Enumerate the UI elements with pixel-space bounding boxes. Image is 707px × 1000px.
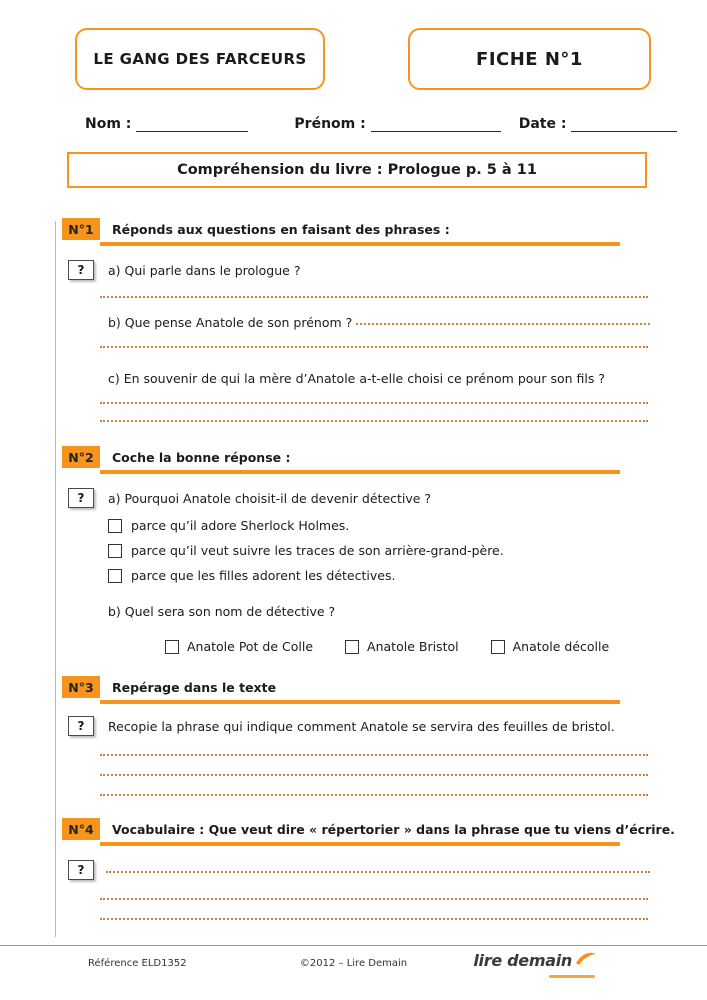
answer-line[interactable] [100,736,648,756]
section-3-header [62,676,650,698]
section-3-badge: N°3 [62,676,100,698]
option-label: parce qu’il adore Sherlock Holmes. [131,518,350,533]
section-2-badge: N°2 [62,446,100,468]
fiche-number-box [408,28,651,90]
header [0,0,707,90]
option-label: Anatole Pot de Colle [187,639,314,654]
section-3-underline [100,700,620,704]
option-pot-de-colle[interactable] [165,639,313,654]
answer-line[interactable] [100,386,648,404]
prenom-label: Prénom : [294,116,366,132]
section-2-title: Coche la bonne réponse : [112,449,291,465]
checkbox[interactable] [108,569,122,583]
publisher-logo-text: lire demain [473,951,572,970]
fiche-number: FICHE N°1 [476,48,583,70]
answer-line[interactable] [100,756,648,776]
logo-subtext-mark [549,975,595,978]
series-title-box [75,28,325,90]
answer-line[interactable] [100,404,648,422]
section-1 [62,218,650,422]
section-1-underline [100,242,620,246]
option-label: parce que les filles adorent les détectives. [131,568,396,583]
option-sherlock[interactable] [108,518,650,533]
checkbox[interactable] [108,544,122,558]
question-4-row [62,860,650,880]
section-4-underline [100,842,620,846]
publisher-logo [473,951,597,970]
section-1-badge: N°1 [62,218,100,240]
answer-line[interactable] [106,860,650,873]
question-3-row [62,716,650,736]
question-1a-row [62,260,650,280]
answer-line[interactable] [100,900,648,920]
section-3-title: Repérage dans le texte [112,679,277,695]
question-2b: b) Quel sera son nom de détective ? [108,604,336,619]
left-margin-rule [55,221,56,937]
option-bristol[interactable] [345,639,459,654]
nom-field[interactable] [136,117,248,132]
section-1-header [62,218,650,240]
question-1b-row [108,312,650,330]
question-mark-box: ? [68,260,94,280]
option-label: Anatole Bristol [367,639,459,654]
section-2-underline [100,470,620,474]
name-options-row [165,639,650,654]
footer [0,945,707,1000]
question-mark-box: ? [68,716,94,736]
logo-swoosh-icon [575,950,597,966]
identity-row [85,116,707,132]
answer-line[interactable] [100,330,648,348]
option-arriere-grand-pere[interactable] [108,543,650,558]
section-1-title: Réponds aux questions en faisant des phrases : [112,221,450,237]
question-2a-row [62,488,650,508]
checkbox[interactable] [491,640,505,654]
section-2-header [62,446,650,468]
nom-label: Nom : [85,116,132,132]
option-filles[interactable] [108,568,650,583]
prenom-field[interactable] [371,117,501,132]
worksheet-title: Compréhension du livre : Prologue p. 5 à 11 [177,162,537,178]
checkbox[interactable] [345,640,359,654]
question-1a: a) Qui parle dans le prologue ? [108,263,301,278]
answer-line[interactable] [100,776,648,796]
answer-line[interactable] [356,312,650,325]
title-banner [67,152,647,188]
section-3 [62,676,650,796]
question-3: Recopie la phrase qui indique comment Anatole se servira des feuilles de bristol. [108,719,615,734]
copyright: ©2012 – Lire Demain [299,958,408,969]
answer-line[interactable] [100,880,648,900]
checkbox[interactable] [165,640,179,654]
question-1c: c) En souvenir de qui la mère d’Anatole a-t-elle choisi ce prénom pour son fils ? [108,371,605,386]
reference-code: Référence ELD1352 [88,958,187,969]
option-decolle[interactable] [491,639,610,654]
series-title: LE GANG DES FARCEURS [93,50,307,68]
question-2b-row [108,601,650,619]
question-mark-box: ? [68,488,94,508]
section-4-header [62,818,675,840]
question-mark-box: ? [68,860,94,880]
section-4-title: Vocabulaire : Que veut dire « répertorier » dans la phrase que tu viens d’écrire. [112,821,675,837]
option-label: Anatole décolle [512,639,610,654]
checkbox[interactable] [108,519,122,533]
date-label: Date : [518,116,567,132]
section-2 [62,446,650,654]
section-4 [62,818,675,920]
option-label: parce qu’il veut suivre les traces de son arrière-grand-père. [131,543,504,558]
date-field[interactable] [571,117,677,132]
question-2a: a) Pourquoi Anatole choisit-il de devenir détective ? [108,491,432,506]
question-1c-row [108,368,650,386]
question-1b: b) Que pense Anatole de son prénom ? [108,315,353,330]
answer-line[interactable] [100,280,648,298]
section-4-badge: N°4 [62,818,100,840]
